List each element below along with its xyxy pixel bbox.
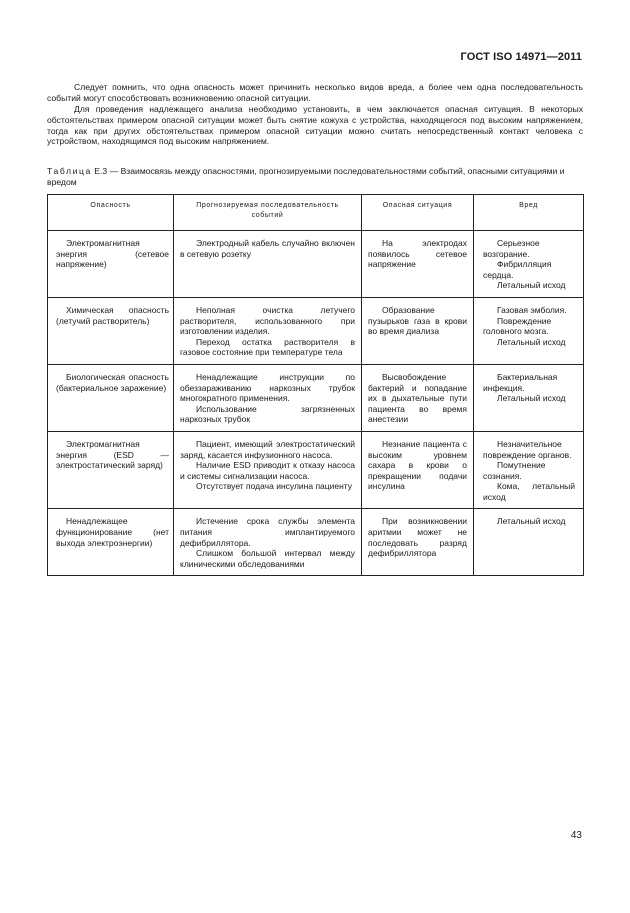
harm-item: Газовая эмболия. [497,304,567,315]
cell-harm [474,509,584,576]
harm-item: Кома, летальный исход [483,481,575,502]
cell-situation: При возникновении аритмии может не последовать разряд дефибриллятора [362,509,474,576]
table-row [48,297,584,364]
header-situation: Опасная ситуация [362,195,474,231]
table-row [48,231,584,298]
sequence-item: Неполная очистка летучего растворителя, использованного при изготовлении изделия. [180,304,355,337]
cell-harm [474,297,584,364]
cell-sequence [174,364,362,431]
sequence-item: Истечение срока службы элемента питания имплантируемого дефибриллятора. [180,516,355,548]
cell-hazard: Электромагнитная энергия (сетевое напряжение) [48,231,174,298]
table-row [48,364,584,431]
header-hazard: Опасность [48,195,174,231]
sequence-item: Пациент, имеющий электростатический заряд, касается инфузионного насоса. [180,438,355,460]
harm-item: Фибрилляция сердца. [483,259,552,280]
table-header-row [48,195,584,231]
cell-harm [474,231,584,298]
sequence-item: Отсутствует подача инсулина пациенту [196,481,353,492]
paragraph-1: Следует помнить, что одна опасность может причинить несколько видов вреда, а более чем одна последовательность событий могут способствовать возникновению опасной ситуации. [47,82,583,103]
sequence-item: Электродный кабель случайно включен в сетевую розетку [180,238,355,259]
cell-sequence [174,297,362,364]
cell-hazard: Биологическая опасность (бактериальное заражение) [48,364,174,431]
page-number: 43 [570,830,582,841]
sequence-item: Переход остатка растворителя в газовое состояние при температуре тела [180,336,355,358]
cell-hazard: Электромагнитная энергия (ESD — электростатический заряд) [48,431,174,509]
harm-item: Летальный исход [497,393,566,404]
header-sequence: Прогнозируемая последовательность событий [174,195,362,231]
harm-item: Помутнение сознания. [483,460,546,481]
cell-harm [474,431,584,509]
sequence-item: Ненадлежащие инструкции по обеззараживанию наркозных трубок многократного применения. [180,371,355,404]
harm-item: Летальный исход [497,336,566,347]
cell-sequence [174,231,362,298]
harm-item: Бактериальная инфекция. [483,371,558,393]
paragraph-2: Для проведения надлежащего анализа необходимо установить, в чем заключается опасная ситуация. В некоторых обстоятельствах примером опасной ситуации может быть снятие кожуха с устройства, находящегося под высоким напряжением, тогда как при других обстоятельствах примером опасной ситуации можно считать непосредственный контакт человека с устройством, находящимся под высоким напряжением. [47,104,583,147]
cell-hazard: Химическая опасность (летучий растворитель) [48,297,174,364]
document-code: ГОСТ ISO 14971—2011 [460,51,582,63]
sequence-item: Использование загрязненных наркозных трубок [180,403,355,425]
harm-item: Незначительное повреждение органов. [483,438,572,460]
table-caption-text: Е.3 — Взаимосвязь между опасностями, прогнозируемыми последовательностями событий, опасными ситуациями и вредом [47,166,565,187]
cell-situation: На электродах появилось сетевое напряжение [362,231,474,298]
hazard-table [47,194,584,576]
harm-item: Серьезное возгорание. [483,238,540,259]
cell-harm [474,364,584,431]
table-caption-label: Таблица [47,166,92,176]
cell-situation: Образование пузырьков газа в крови во время диализа [362,297,474,364]
cell-situation: Высвобождение бактерий и попадание их в дыхательные пути пациента во время анестезии [362,364,474,431]
harm-item: Летальный исход [497,280,566,291]
harm-item: Летальный исход [497,516,566,527]
table-row [48,509,584,576]
cell-sequence [174,509,362,576]
cell-sequence [174,431,362,509]
cell-hazard: Ненадлежащее функционирование (нет выхода электроэнергии) [48,509,174,576]
cell-situation: Незнание пациента с высоким уровнем сахара в крови о прекращении подачи инсулина [362,431,474,509]
harm-item: Повреждение головного мозга. [483,315,552,337]
sequence-item: Слишком большой интервал между клиническими обследованиями [180,548,355,569]
table-row [48,431,584,509]
sequence-item: Наличие ESD приводит к отказу насоса и системы сигнализации насоса. [180,460,355,481]
table-caption [47,166,583,188]
header-harm: Вред [474,195,584,231]
